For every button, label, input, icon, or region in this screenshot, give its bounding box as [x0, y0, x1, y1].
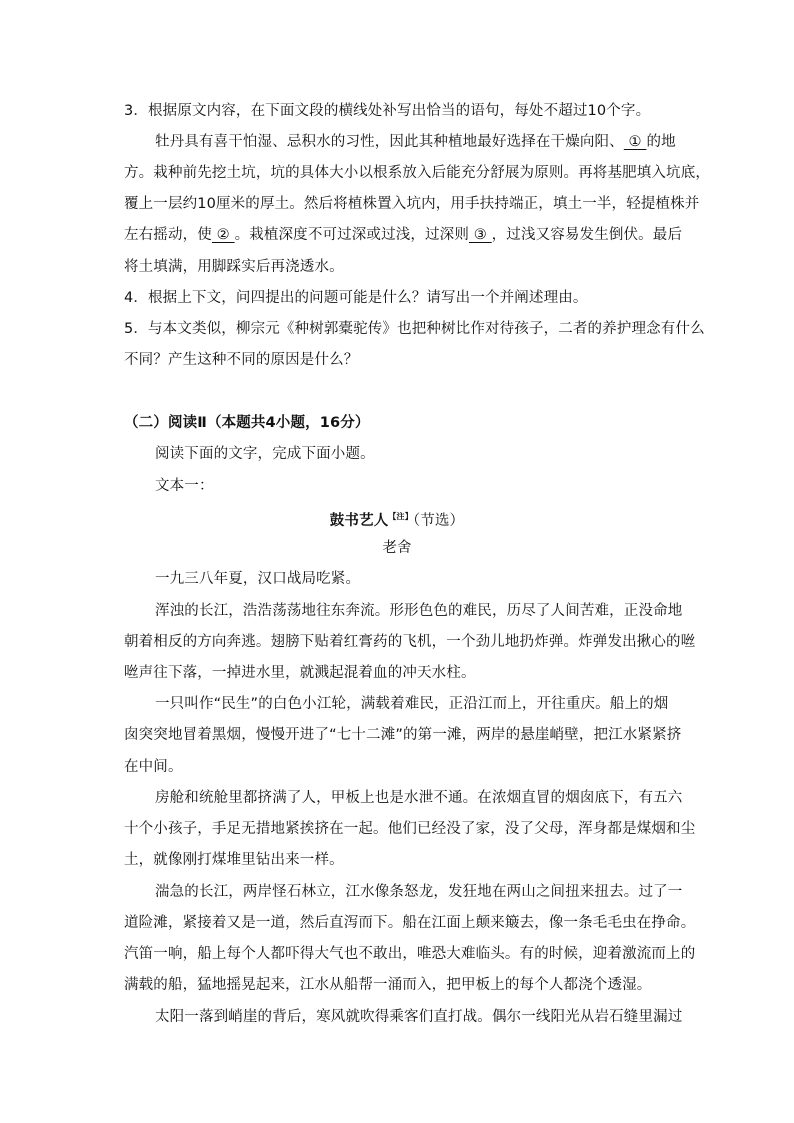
note-mark[interactable]: 【注】	[388, 512, 413, 521]
story-line: 一九三八年夏，汉口战局吃紧。	[155, 571, 361, 587]
question-4-prompt: 4．根据上下文，问四提出的问题可能是什么？请写出一个并阐述理由。	[124, 290, 588, 306]
question-5-prompt: 5．与本文类似，柳宗元《种树郭橐驼传》也把种树比作对待孩子，二者的养护理念有什么	[124, 321, 705, 337]
story-line: 湍急的长江，两岸怪石林立，江水像条怒龙，发狂地在两山之间扭来扭去。过了一	[155, 884, 683, 900]
question-3-passage-line	[155, 132, 715, 152]
story-line: 房舱和统舱里都挤满了人，甲板上也是水泄不通。在浓烟直冒的烟囱底下，有五六	[155, 790, 683, 806]
passage-text: 的地	[646, 134, 676, 150]
text-label: 文本一：	[155, 478, 214, 494]
title-text: 鼓书艺人	[329, 512, 389, 529]
section-instruction: 阅读下面的文字，完成下面小题。	[155, 446, 375, 462]
blank-2[interactable]: ②	[211, 227, 235, 243]
question-3-passage-line	[124, 225, 684, 245]
story-line: 咝声往下落，一掉进水里，就溅起混着血的冲天水柱。	[124, 665, 476, 681]
story-line: 汽笛一响，船上每个人都吓得大气也不敢出，唯恐大难临头。有的时候，迎着激流而上的	[124, 946, 696, 962]
story-line: 十个小孩子，手足无措地紧挨挤在一起。他们已经没了家，没了父母，浑身都是煤烟和尘	[124, 821, 696, 837]
story-author: 老舍	[382, 540, 412, 556]
story-title	[124, 507, 670, 531]
story-line: 太阳一落到峭崖的背后，寒风就吹得乘客们直打战。偶尔一线阳光从岩石缝里漏过	[155, 1009, 683, 1025]
question-3-prompt: 3．根据原文内容，在下面文段的横线处补写出恰当的语句，每处不超过10个字。	[124, 103, 651, 119]
story-line: 朝着相反的方向奔逃。翅膀下贴着红膏药的飞机，一个劲儿地扔炸弹。炸弹发出揪心的咝	[124, 634, 696, 650]
story-line: 满载的船，猛地摇晃起来，江水从船帮一涌而入，把甲板上的每个人都浇个透湿。	[124, 977, 652, 993]
question-3-passage-line: 将土填满，用脚踩实后再浇透水。	[124, 259, 344, 275]
story-line: 囱突突地冒着黑烟，慢慢开进了“七十二滩”的第一滩，两岸的悬崖峭壁，把江水紧紧挤	[124, 727, 682, 743]
title-suffix: （节选）	[412, 512, 465, 529]
section-heading: （二）阅读Ⅱ（本题共4小题，16分）	[124, 415, 370, 431]
story-line: 一只叫作“民生”的白色小江轮，满载着难民，正沿江而上，开往重庆。船上的烟	[155, 696, 669, 712]
passage-text: ，过浅又容易发生倒伏。最后	[491, 227, 683, 243]
blank-3[interactable]: ③	[468, 227, 492, 243]
passage-text: 牡丹具有喜干怕湿、忌积水的习性，因此其种植地最好选择在干燥向阳、	[155, 134, 624, 150]
story-line: 在中间。	[124, 759, 183, 775]
blank-1[interactable]: ①	[623, 134, 647, 150]
story-line: 道险滩，紧接着又是一道，然后直泻而下。船在江面上颠来簸去，像一条毛毛虫在挣命。	[124, 915, 696, 931]
question-3-passage-line: 方。栽种前先挖土坑，坑的具体大小以根系放入后能充分舒展为原则。再将基肥填入坑底，	[124, 165, 710, 181]
passage-text: 。栽植深度不可过深或过浅，过深则	[234, 227, 469, 243]
question-3-passage-line: 覆上一层约10厘米的厚土。然后将植株置入坑内，用手扶持端正，填土一半，轻提植株并	[124, 196, 700, 212]
passage-text: 左右摇动，使	[124, 227, 212, 243]
question-5-prompt: 不同？产生这种不同的原因是什么？	[124, 352, 359, 368]
story-line: 浑浊的长江，浩浩荡荡地往东奔流。形形色色的难民，历尽了人间苦难，正没命地	[155, 603, 683, 619]
story-line: 土，就像刚打煤堆里钻出来一样。	[124, 852, 344, 868]
